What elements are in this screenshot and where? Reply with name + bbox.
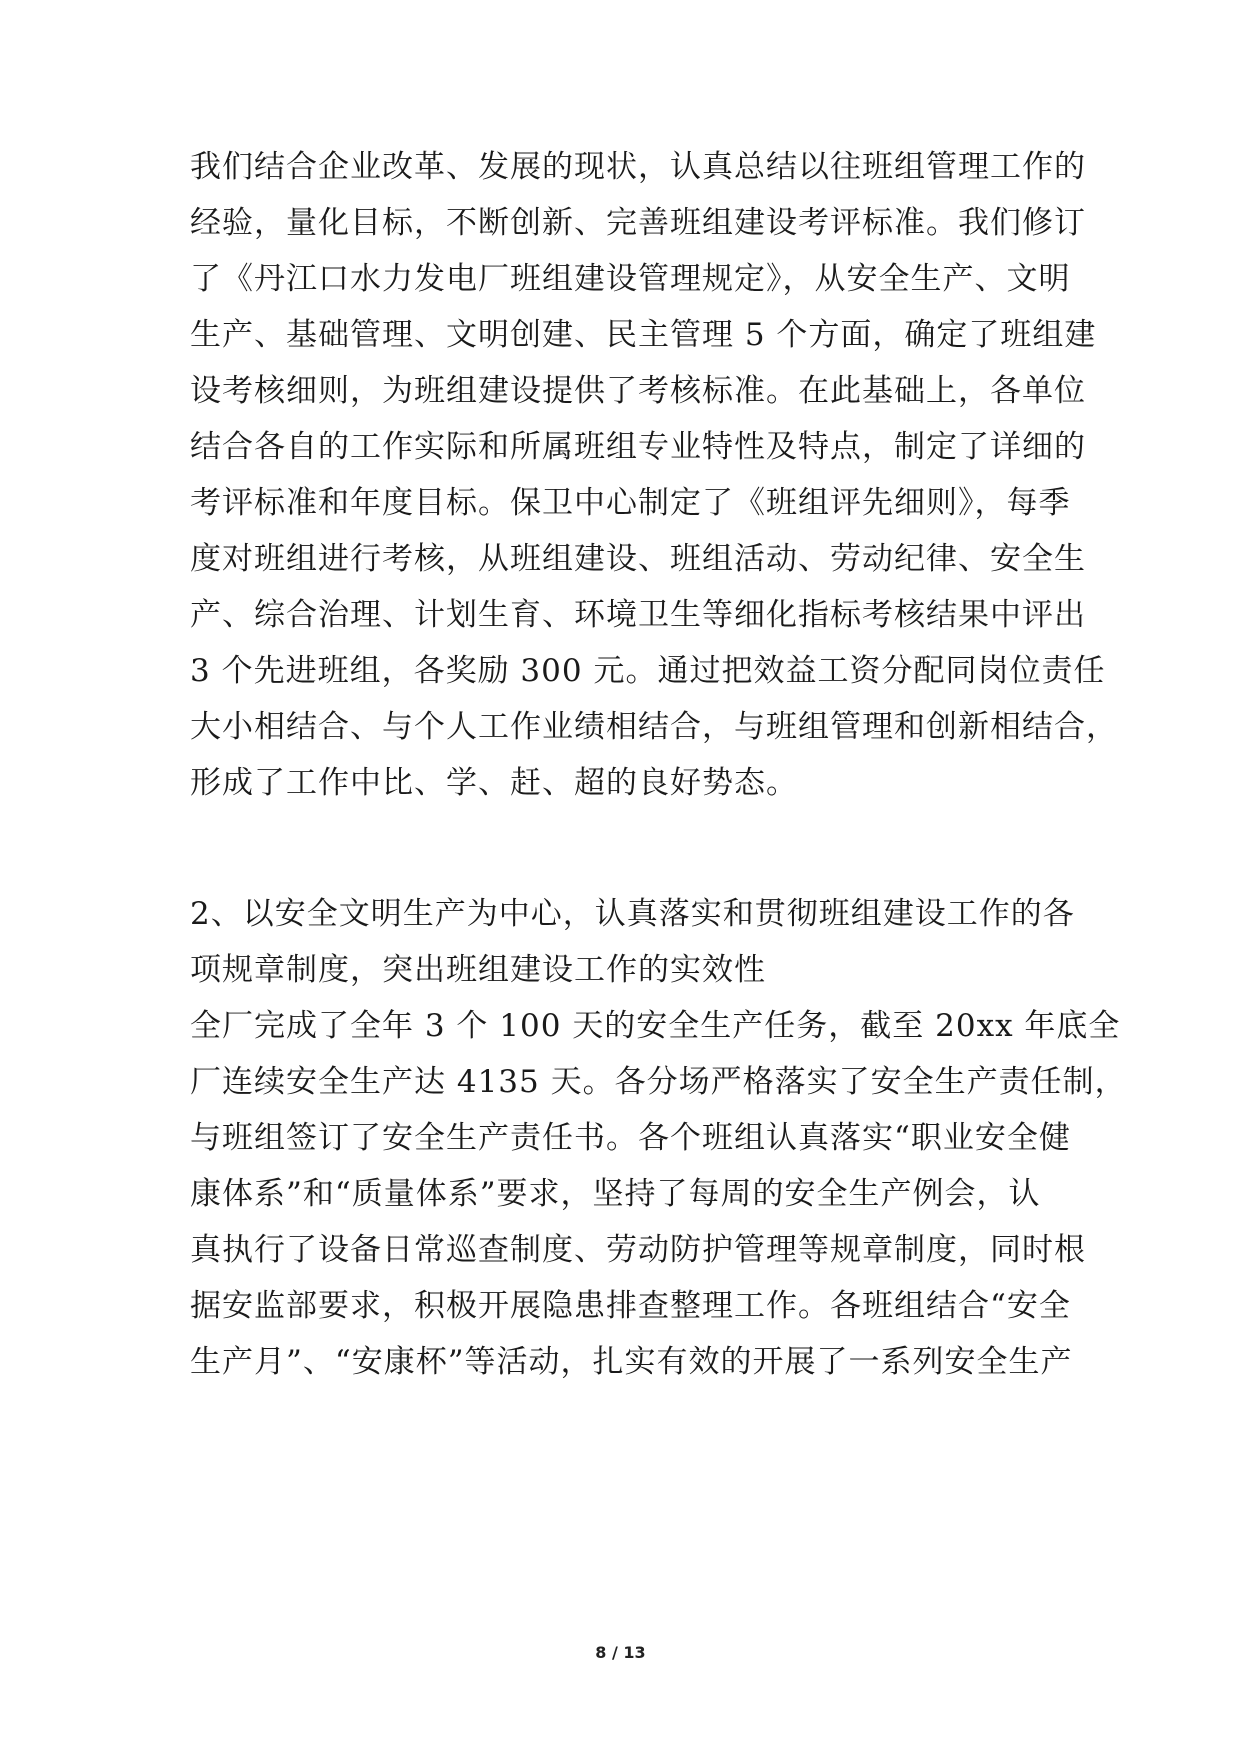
text-line: 度对班组进行考核，从班组建设、班组活动、劳动纪律、安全生 [190,541,1086,577]
text-line: 考评标准和年度目标。保卫中心制定了《班组评先细则》，每季 [190,485,1071,521]
text-line: 结合各自的工作实际和所属班组专业特性及特点，制定了详细的 [190,429,1086,465]
text-line: 设考核细则，为班组建设提供了考核标准。在此基础上，各单位 [190,373,1086,409]
text-line: 大小相结合、与个人工作业绩相结合，与班组管理和创新相结合， [190,709,1118,745]
heading-line: 2、以安全文明生产为中心，认真落实和贯彻班组建设工作的各 [190,896,1075,932]
text-line: 形成了工作中比、学、赶、超的良好势态。 [190,765,798,801]
text-line: 厂连续安全生产达 4135 天。各分场严格落实了安全生产责任制， [190,1064,1127,1100]
text-line: 与班组签订了安全生产责任书。各个班组认真落实“职业安全健 [190,1120,1071,1156]
page-number: 8 / 13 [595,1643,646,1662]
text-line: 真执行了设备日常巡查制度、劳动防护管理等规章制度，同时根 [190,1232,1086,1268]
text-line: 生产月”、“安康杯”等活动，扎实有效的开展了一系列安全生产 [190,1344,1073,1380]
text-line: 据安监部要求，积极开展隐患排查整理工作。各班组结合“安全 [190,1288,1071,1324]
text-line: 全厂完成了全年 3 个 100 天的安全生产任务，截至 20xx 年底全 [190,1008,1121,1044]
text-line: 生产、基础管理、文明创建、民主管理 5 个方面，确定了班组建 [190,317,1097,353]
text-line: 产、综合治理、计划生育、环境卫生等细化指标考核结果中评出 [190,597,1086,633]
text-line: 3 个先进班组，各奖励 300 元。通过把效益工资分配同岗位责任 [190,653,1106,689]
heading-line: 项规章制度，突出班组建设工作的实效性 [190,952,766,988]
text-line: 了《丹江口水力发电厂班组建设管理规定》，从安全生产、文明 [190,261,1071,297]
text-line: 我们结合企业改革、发展的现状，认真总结以往班组管理工作的 [190,149,1086,185]
text-line: 经验，量化目标，不断创新、完善班组建设考评标准。我们修订 [190,205,1086,241]
text-line: 康体系”和“质量体系”要求，坚持了每周的安全生产例会，认 [190,1176,1041,1212]
